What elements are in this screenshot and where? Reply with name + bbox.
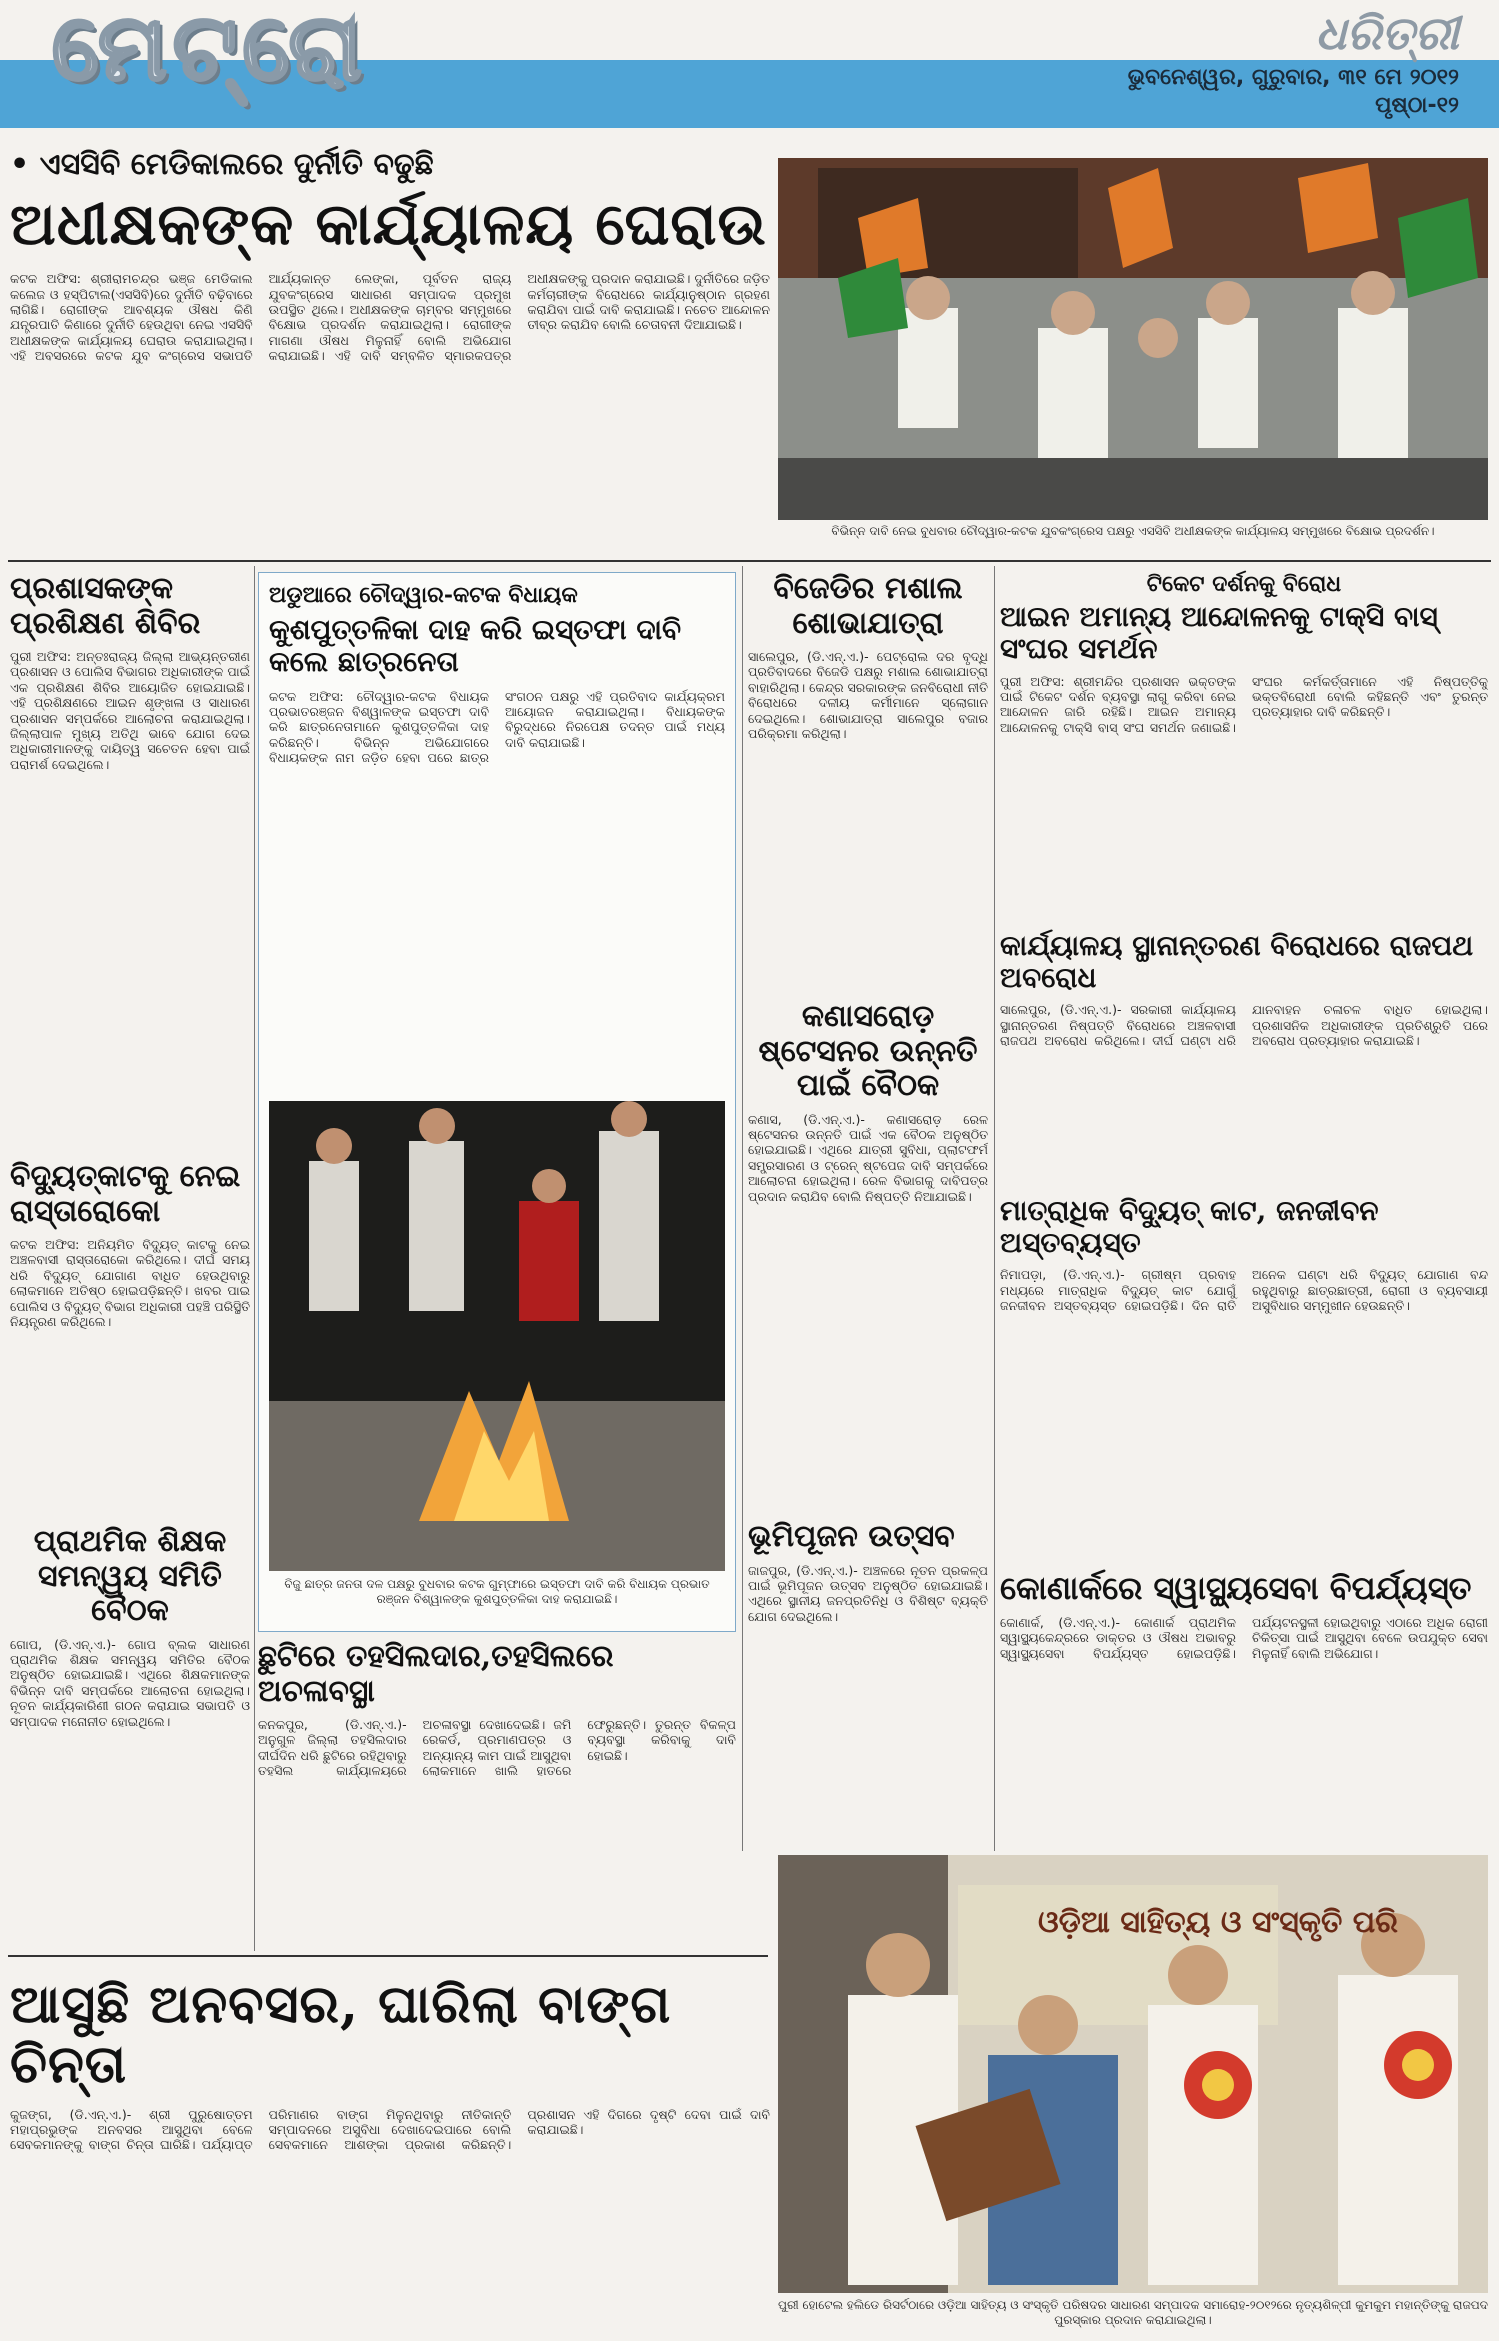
- power-cut-headline: ମାତ୍ରାଧିକ ବିଦ୍ୟୁତ୍ କାଟ, ଜନଜୀବନ ଅସ୍ତବ୍ୟସ୍ତ: [1000, 1194, 1379, 1260]
- lead-article: [10, 148, 770, 561]
- dateline-block: [1128, 64, 1459, 120]
- torch-rally-article: [748, 572, 988, 979]
- divider-rule: [8, 560, 1491, 562]
- award-banner-text: ଓଡ଼ିଆ ସାହିତ୍ୟ ଓ ସଂସ୍କୃତି ପରି: [1038, 1905, 1398, 1940]
- station-headline: କଣାସରୋଡ଼ ଷ୍ଟେସନର ଉନ୍ନତି ପାଇଁ ବୈଠକ: [758, 999, 978, 1103]
- lead-body: କଟକ ଅଫିସ: ଶ୍ରୀରାମଚନ୍ଦ୍ର ଭଞ୍ଜ ମେଡିକାଲ କଲେଜ ଓ ହସ୍ପିଟାଲ(ଏସସିବି)ରେ ଦୁର୍ନୀତି ବଢ଼ିବାରେ ଲାଗିଛି। ରୋଗୀଙ୍କ ଆବଶ୍ୟକ ଔଷଧ କିଣି ଯନ୍ତ୍ରପାତି କିଣାରେ ଦୁର୍ନୀତି ହେଉଥିବା ନେଇ ଏସସିବି ଅଧୀକ୍ଷକଙ୍କ କାର୍ଯ୍ୟାଳୟ ଘେରାଉ କରାଯାଇଥିଲା। ଏହି ଅବସରରେ କଟକ ଯୁବ କଂଗ୍ରେସ ସଭାପତି ଆର୍ଯ୍ୟକାନ୍ତ ଲେଙ୍କା, ପୂର୍ବତନ ରାଜ୍ୟ ଯୁବକଂଗ୍ରେସ ସାଧାରଣ ସମ୍ପାଦକ ପ୍ରମୁଖ ଉପସ୍ଥିତ ଥିଲେ। ଅଧୀକ୍ଷକଙ୍କ ଚାମ୍ବର ସମ୍ମୁଖରେ ବିକ୍ଷୋଭ ପ୍ରଦର୍ଶନ କରାଯାଇଥିଲା। ରୋଗୀଙ୍କ ମାଗଣା ଔଷଧ ମିଳୁନାହିଁ ବୋଲି ଅଭିଯୋଗ କରାଯାଇଛି। ଏହି ଦାବି ସମ୍ବଳିତ ସ୍ମାରକପତ୍ର ଅଧୀକ୍ଷକଙ୍କୁ ପ୍ରଦାନ କରାଯାଇଛି। ଦୁର୍ନୀତିରେ ଜଡ଼ିତ କର୍ମଚାରୀଙ୍କ ବିରୋଧରେ କାର୍ଯ୍ୟାନୁଷ୍ଠାନ ଗ୍ରହଣ କରାଯିବା ପାଇଁ ଦାବି କରାଯାଇଛି। ନଚେତ ଆନ୍ଦୋଳନ ତୀବ୍ର କରାଯିବ ବୋଲି ଚେତାବନୀ ଦିଆଯାଇଛି।: [10, 271, 770, 364]
- column-rule: [254, 566, 255, 1951]
- office-shift-body: ସାଲେପୁର, (ଡି.ଏନ୍.ଏ.)- ସରକାରୀ କାର୍ଯ୍ୟାଳୟ ସ୍ଥାନାନ୍ତରଣ ନିଷ୍ପତ୍ତି ବିରୋଧରେ ଅଞ୍ଚଳବାସୀ ରାଜପଥ ଅବରୋଧ କରିଥିଲେ। ଦୀର୍ଘ ଘଣ୍ଟା ଧରି ଯାନବାହନ ଚଳାଚଳ ବାଧିତ ହୋଇଥିଲା। ପ୍ରଶାସନିକ ଅଧିକାରୀଙ୍କ ପ୍ରତିଶ୍ରୁତି ପରେ ଅବରୋଧ ପ୍ରତ୍ୟାହାର କରାଯାଇଛି।: [1000, 1002, 1488, 1049]
- tahasildar-headline: ଛୁଟିରେ ତହସିଲଦାର,ତହସିଲରେ ଅଚଳାବସ୍ଥା: [258, 1639, 614, 1709]
- teachers-headline: ପ୍ରାଥମିକ ଶିକ୍ଷକ ସମନ୍ୱୟ ସମିତି ବୈଠକ: [33, 1524, 227, 1628]
- effigy-photo-caption: ବିଜୁ ଛାତ୍ର ଜନତା ଦଳ ପକ୍ଷରୁ ବୁଧବାର କଟକ ଗୁମ୍ଫାରେ ଇସ୍ତଫା ଦାବି କରି ବିଧାୟକ ପ୍ରଭାତ ରଞ୍ଜନ ବିଶ୍ୱାଳଙ୍କ କୁଶପୁତ୍ତଳିକା ଦାହ କରାଯାଇଛି।: [284, 1577, 710, 1606]
- award-photo: [778, 1855, 1488, 2293]
- office-shift-article: [1000, 930, 1488, 1217]
- effigy-article: [258, 572, 736, 1632]
- dateline: ଭୁବନେଶ୍ୱର, ଗୁରୁବାର, ୩୧ ମେ ୨୦୧୨: [1127, 65, 1459, 90]
- power-cut-body: ନିମାପଡ଼ା, (ଡି.ଏନ୍.ଏ.)- ଗ୍ରୀଷ୍ମ ପ୍ରବାହ ମଧ୍ୟରେ ମାତ୍ରାଧିକ ବିଦ୍ୟୁତ୍ କାଟ ଯୋଗୁଁ ଜନଜୀବନ ଅସ୍ତବ୍ୟସ୍ତ ହୋଇପଡ଼ିଛି। ଦିନ ରାତି ଅନେକ ଘଣ୍ଟା ଧରି ବିଦ୍ୟୁତ୍ ଯୋଗାଣ ବନ୍ଦ ରହୁଥିବାରୁ ଛାତ୍ରଛାତ୍ରୀ, ରୋଗୀ ଓ ବ୍ୟବସାୟୀ ଅସୁବିଧାର ସମ୍ମୁଖୀନ ହେଉଛନ୍ତି।: [1000, 1267, 1488, 1314]
- award-photo-caption: ପୁରୀ ହୋଟେଲ ହଲିଡେ ରିସର୍ଟଠାରେ ଓଡ଼ିଆ ସାହିତ୍ୟ ଓ ସଂସ୍କୃତି ପରିଷଦର ସାଧାରଣ ସମ୍ପାଦକ ସମାରୋହ-୨୦୧୨ରେ ନୃତ୍ୟଶିଳ୍ପୀ କୁମକୁମ ମହାନ୍ତିଙ୍କୁ ରାଜପଦ ପୁରସ୍କାର ପ୍ରଦାନ କରାଯାଇଥିଲା।: [778, 2298, 1488, 2327]
- section-title: ମେଟ୍ରୋ: [52, 0, 368, 101]
- bottom-divider-rule: [8, 1955, 768, 1957]
- tahasildar-body-overflow: [748, 1800, 988, 1830]
- effigy-kicker: ଅଡୁଆରେ ଚୌଦ୍ୱାର-କଟକ ବିଧାୟକ: [269, 582, 578, 608]
- protest-photo-illustration: [778, 158, 1488, 520]
- ticket-article: [1000, 572, 1488, 904]
- effigy-photo: [269, 1101, 725, 1571]
- road-block-body: କଟକ ଅଫିସ: ଅନିୟମିତ ବିଦ୍ୟୁତ୍ କାଟକୁ ନେଇ ଅଞ୍ଚଳବାସୀ ରାସ୍ତାରୋକୋ କରିଥିଲେ। ଦୀର୍ଘ ସମୟ ଧରି ବିଦ୍ୟୁତ୍ ଯୋଗାଣ ବାଧିତ ହେଉଥିବାରୁ ଲୋକମାନେ ଅତିଷ୍ଠ ହୋଇପଡ଼ିଛନ୍ତି। ଖବର ପାଇ ପୋଲିସ ଓ ବିଦ୍ୟୁତ୍ ବିଭାଗ ଅଧିକାରୀ ପହଞ୍ଚି ପରିସ୍ଥିତି ନିୟନ୍ତ୍ରଣ କରିଥିଲେ।: [10, 1237, 250, 1330]
- training-headline: ପ୍ରଶାସକଙ୍କ ପ୍ରଶିକ୍ଷଣ ଶିବିର: [10, 571, 201, 641]
- column-rule: [742, 566, 743, 1851]
- effigy-burning-illustration: [269, 1101, 725, 1571]
- office-shift-headline: କାର୍ଯ୍ୟାଳୟ ସ୍ଥାନାନ୍ତରଣ ବିରୋଧରେ ରାଜପଥ ଅବରୋଧ: [1000, 929, 1474, 995]
- konark-body: କୋଣାର୍କ, (ଡି.ଏନ୍.ଏ.)- କୋଣାର୍କ ପ୍ରାଥମିକ ସ୍ୱାସ୍ଥ୍ୟକେନ୍ଦ୍ରରେ ଡାକ୍ତର ଓ ଔଷଧ ଅଭାବରୁ ସ୍ୱାସ୍ଥ୍ୟସେବା ବିପର୍ଯ୍ୟସ୍ତ ହୋଇପଡ଼ିଛି। ପର୍ଯ୍ୟଟନସ୍ଥଳୀ ହୋଇଥିବାରୁ ଏଠାରେ ଅଧିକ ରୋଗୀ ଚିକିତ୍ସା ପାଇଁ ଆସୁଥିବା ବେଳେ ଉପଯୁକ୍ତ ସେବା ମିଳୁନାହିଁ ବୋଲି ଅଭିଯୋଗ।: [1000, 1614, 1488, 1661]
- tahasildar-article: [258, 1640, 736, 1907]
- bhumipuja-body: ଜାଜପୁର, (ଡି.ଏନ୍.ଏ.)- ଅଞ୍ଚଳରେ ନୂତନ ପ୍ରକଳ୍ପ ପାଇଁ ଭୂମିପୂଜନ ଉତ୍ସବ ଅନୁଷ୍ଠିତ ହୋଇଯାଇଛି। ଏଥିରେ ସ୍ଥାନୀୟ ଜନପ୍ରତିନିଧି ଓ ବିଶିଷ୍ଟ ବ୍ୟକ୍ତି ଯୋଗ ଦେଇଥିଲେ।: [748, 1562, 988, 1624]
- page-number: ପୃଷ୍ଠା-୧୨: [1375, 93, 1459, 118]
- newspaper-brand: ଧରିତ୍ରୀ: [1315, 6, 1459, 60]
- column-rule: [994, 566, 995, 1851]
- lead-bullet-text: ଏସସିବି ମେଡିକାଲରେ ଦୁର୍ନୀତି ବଢୁଛି: [39, 147, 434, 182]
- power-cut-article: [1000, 1195, 1488, 1597]
- drought-article: [10, 1975, 770, 2341]
- tahasildar-body: କନକପୁର, (ଡି.ଏନ୍.ଏ.)- ଅନୁଗୁଳ ଜିଲ୍ଲା ତହସିଲଦାର ଦୀର୍ଘଦିନ ଧରି ଛୁଟିରେ ରହିଥିବାରୁ ତହସିଲ କାର୍ଯ୍ୟାଳୟରେ ଅଚଳାବସ୍ଥା ଦେଖାଦେଇଛି। ଜମି ରେକର୍ଡ, ପ୍ରମାଣପତ୍ର ଓ ଅନ୍ୟାନ୍ୟ କାମ ପାଇଁ ଆସୁଥିବା ଲୋକମାନେ ଖାଲି ହାତରେ ଫେରୁଛନ୍ତି। ତୁରନ୍ତ ବିକଳ୍ପ ବ୍ୟବସ୍ଥା କରିବାକୁ ଦାବି ହୋଇଛି।: [258, 1717, 736, 1779]
- torch-rally-headline: ବିଜେଡିର ମଶାଲ ଶୋଭାଯାତ୍ରା: [773, 571, 963, 641]
- ticket-body: ପୁରୀ ଅଫିସ: ଶ୍ରୀମନ୍ଦିର ପ୍ରଶାସନ ଭକ୍ତଙ୍କ ପାଇଁ ଟିକେଟ ଦର୍ଶନ ବ୍ୟବସ୍ଥା ଲାଗୁ କରିବା ନେଇ ଆନ୍ଦୋଳନ ଜାରି ରହିଛି। ଆଇନ ଅମାନ୍ୟ ଆନ୍ଦୋଳନକୁ ଟାକ୍ସି ବାସ୍ ସଂଘ ସମର୍ଥନ ଜଣାଇଛି। ସଂଘର କର୍ମକର୍ତ୍ତାମାନେ ଏହି ନିଷ୍ପତ୍ତିକୁ ଭକ୍ତବିରୋଧୀ ବୋଲି କହିଛନ୍ତି ଏବଂ ତୁରନ୍ତ ପ୍ରତ୍ୟାହାର ଦାବି କରିଛନ୍ତି।: [1000, 673, 1488, 735]
- station-article: [748, 1000, 988, 1512]
- konark-headline: କୋଣାର୍କରେ ସ୍ୱାସ୍ଥ୍ୟସେବା ବିପର୍ଯ୍ୟସ୍ତ: [1000, 1569, 1472, 1607]
- lead-bullet: • ଏସସିବି ମେଡିକାଲରେ ଦୁର୍ନୀତି ବଢୁଛି: [10, 147, 434, 182]
- masthead: [0, 0, 1499, 130]
- teachers-body: ଗୋପ, (ଡି.ଏନ୍.ଏ.)- ଗୋପ ବ୍ଲକ ସାଧାରଣ ପ୍ରାଥମିକ ଶିକ୍ଷକ ସମନ୍ୱୟ ସମିତିର ବୈଠକ ଅନୁଷ୍ଠିତ ହୋଇଯାଇଛି। ଏଥିରେ ଶିକ୍ଷକମାନଙ୍କ ବିଭିନ୍ନ ଦାବି ସମ୍ପର୍କରେ ଆଲୋଚନା ହୋଇଥିଲା। ନୂତନ କାର୍ଯ୍ୟକାରିଣୀ ଗଠନ କରାଯାଇ ସଭାପତି ଓ ସମ୍ପାଦକ ମନୋନୀତ ହୋଇଥିଲେ।: [10, 1636, 250, 1729]
- bhumipuja-article: [748, 1520, 988, 1803]
- road-block-article: [10, 1160, 250, 1547]
- effigy-headline: କୁଶପୁତ୍ତଳିକା ଦାହ କରି ଇସ୍ତଫା ଦାବି କଲେ ଛାତ୍ରନେତା: [269, 613, 682, 679]
- effigy-body: କଟକ ଅଫିସ: ଚୌଦ୍ୱାର-କଟକ ବିଧାୟକ ପ୍ରଭାତରଞ୍ଜନ ବିଶ୍ୱାଳଙ୍କ ଇସ୍ତଫା ଦାବି କରି ଛାତ୍ରନେତାମାନେ କୁଶପୁତ୍ତଳିକା ଦାହ କରିଛନ୍ତି। ବିଭିନ୍ନ ଅଭିଯୋଗରେ ବିଧାୟକଙ୍କ ନାମ ଜଡ଼ିତ ହେବା ପରେ ଛାତ୍ର ସଂଗଠନ ପକ୍ଷରୁ ଏହି ପ୍ରତିବାଦ କାର୍ଯ୍ୟକ୍ରମ ଆୟୋଜନ କରାଯାଇଥିଲା। ବିଧାୟକଙ୍କ ବିରୁଦ୍ଧରେ ନିରପେକ୍ଷ ତଦନ୍ତ ପାଇଁ ମଧ୍ୟ ଦାବି କରାଯାଇଛି।: [269, 688, 725, 766]
- lead-photo: [778, 158, 1488, 520]
- lead-headline: ଅଧୀକ୍ଷକଙ୍କ କାର୍ଯ୍ୟାଳୟ ଘେରାଉ: [10, 189, 767, 258]
- drought-body: କୁଜଙ୍ଗ, (ଡି.ଏନ୍.ଏ.)- ଶ୍ରୀ ପୁରୁଷୋତ୍ତମ ମହାପ୍ରଭୁଙ୍କ ଅନବସର ଆସୁଥିବା ବେଳେ ସେବକମାନଙ୍କୁ ବାଙ୍ଗ ଚିନ୍ତା ଘାରିଛି। ପର୍ଯ୍ୟାପ୍ତ ପରିମାଣର ବାଙ୍ଗ ମିଳୁନଥିବାରୁ ନୀତିକାନ୍ତି ସମ୍ପାଦନରେ ଅସୁବିଧା ଦେଖାଦେଇପାରେ ବୋଲି ସେବକମାନେ ଆଶଙ୍କା ପ୍ରକାଶ କରିଛନ୍ତି। ପ୍ରଶାସନ ଏହି ଦିଗରେ ଦୃଷ୍ଟି ଦେବା ପାଇଁ ଦାବି କରାଯାଇଛି।: [10, 2106, 770, 2153]
- bhumipuja-headline: ଭୂମିପୂଜନ ଉତ୍ସବ: [748, 1519, 955, 1554]
- teachers-article: [10, 1525, 250, 1927]
- ticket-kicker: ଟିକେଟ ଦର୍ଶନକୁ ବିରୋଧ: [1146, 571, 1342, 597]
- drought-headline: ଆସୁଛି ଅନବସର, ଘାରିଲା ବାଙ୍ଗ ଚିନ୍ତା: [10, 1974, 672, 2095]
- torch-rally-body: ସାଲେପୁର, (ଡି.ଏନ୍.ଏ.)- ପେଟ୍ରୋଲ ଦର ବୃଦ୍ଧି ପ୍ରତିବାଦରେ ବିଜେଡି ପକ୍ଷରୁ ମଶାଲ ଶୋଭାଯାତ୍ରା ବାହାରିଥିଲା। କେନ୍ଦ୍ର ସରକାରଙ୍କ ଜନବିରୋଧୀ ନୀତି ବିରୋଧରେ ଦଳୀୟ କର୍ମୀମାନେ ସ୍ଲୋଗାନ ଦେଇଥିଲେ। ଶୋଭାଯାତ୍ରା ସାଲେପୁର ବଜାର ପରିକ୍ରମା କରିଥିଲା।: [748, 649, 988, 742]
- station-body: କଣାସ, (ଡି.ଏନ୍.ଏ.)- କଣାସରୋଡ଼ ରେଳ ଷ୍ଟେସନର ଉନ୍ନତି ପାଇଁ ଏକ ବୈଠକ ଅନୁଷ୍ଠିତ ହୋଇଯାଇଛି। ଏଥିରେ ଯାତ୍ରୀ ସୁବିଧା, ପ୍ଲାଟଫର୍ମ ସମ୍ପ୍ରସାରଣ ଓ ଟ୍ରେନ୍ ଷ୍ଟପେଜ ଦାବି ସମ୍ପର୍କରେ ଆଲୋଚନା ହୋଇଥିଲା। ରେଳ ବିଭାଗକୁ ଦାବିପତ୍ର ପ୍ରଦାନ କରାଯିବ ବୋଲି ନିଷ୍ପତ୍ତି ନିଆଯାଇଛି।: [748, 1111, 988, 1204]
- lead-photo-caption: ବିଭିନ୍ନ ଦାବି ନେଇ ବୁଧବାର ଚୌଦ୍ୱାର-କଟକ ଯୁବକଂଗ୍ରେସ ପକ୍ଷରୁ ଏସସିବି ଅଧୀକ୍ଷକଙ୍କ କାର୍ଯ୍ୟାଳୟ ସମ୍ମୁଖରେ ବିକ୍ଷୋଭ ପ୍ରଦର୍ଶନ।: [831, 524, 1435, 538]
- ticket-headline: ଆଇନ ଅମାନ୍ୟ ଆନ୍ଦୋଳନକୁ ଟାକ୍ସି ବାସ୍ ସଂଘର ସମର୍ଥନ: [1000, 600, 1438, 666]
- training-article: [10, 572, 250, 1179]
- konark-article: [1000, 1570, 1488, 1815]
- training-body: ପୁରୀ ଅଫିସ: ଅନ୍ତଃରାଜ୍ୟ ଜିଲ୍ଲା ଆଭ୍ୟନ୍ତରୀଣ ପ୍ରଶାସନ ଓ ପୋଲିସ ବିଭାଗର ଅଧିକାରୀଙ୍କ ପାଇଁ ଏକ ପ୍ରଶିକ୍ଷଣ ଶିବିର ଆୟୋଜିତ ହୋଇଯାଇଛି। ଏହି ପ୍ରଶିକ୍ଷଣରେ ଆଇନ ଶୃଙ୍ଖଳା ଓ ସାଧାରଣ ପ୍ରଶାସନ ସମ୍ପର୍କରେ ଆଲୋଚନା କରାଯାଇଥିଲା। ଜିଲ୍ଲାପାଳ ମୁଖ୍ୟ ଅତିଥି ଭାବେ ଯୋଗ ଦେଇ ଅଧିକାରୀମାନଙ୍କୁ ଦାୟିତ୍ୱ ସଚେତନ ହେବା ପାଇଁ ପରାମର୍ଶ ଦେଇଥିଲେ।: [10, 649, 250, 772]
- road-block-headline: ବିଦ୍ୟୁତ୍‌କାଟକୁ ନେଇ ରାସ୍ତାରୋକୋ: [10, 1159, 241, 1229]
